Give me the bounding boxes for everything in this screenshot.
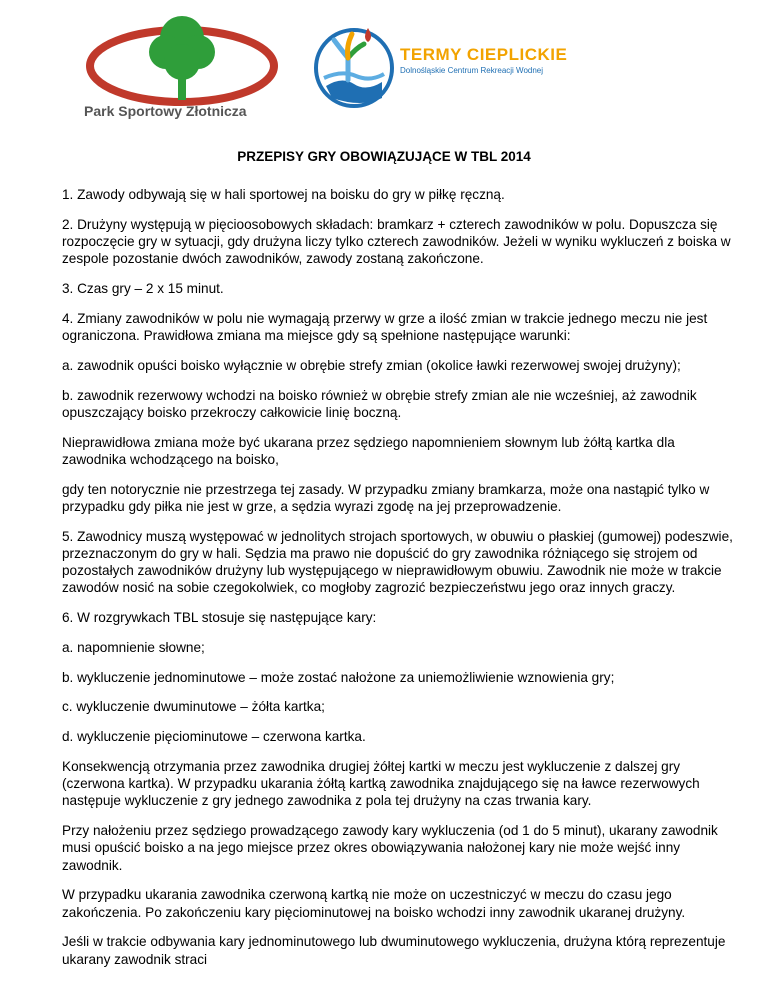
termy-logo-subtitle: Dolnośląskie Centrum Rekreacji Wodnej bbox=[400, 66, 544, 75]
paragraph: a. napomnienie słowne; bbox=[62, 639, 205, 655]
paragraph: c. wykluczenie dwuminutowe – żółta kartka; bbox=[62, 699, 325, 715]
paragraph: Nieprawidłowa zmiana może być ukarana przez sędziego napomnieniem słownym lub żółtą kartka dla zawodnika wchodzącego na boisko, bbox=[62, 434, 675, 467]
paragraph: a. zawodnik opuści boisko wyłącznie w obrębie strefy zmian (okolice ławki rezerwowej swojej drużyny); bbox=[62, 357, 681, 373]
paragraph: 3. Czas gry – 2 x 15 minut. bbox=[62, 281, 224, 296]
paragraph: 5. Zawodnicy muszą występować w jednolitych strojach sportowych, w obuwiu o płaskiej (gumowej) podeszwie, przeznaczonym do gry w hali. Sędzia ma prawo nie dopuścić do gry zawodnika różniącego się strojem od pozostałych zawodników drużyny lub występującego w nieprawidłowym obuwiu. Zawodnik nie może w trakcie zawodów nosić na sobie czegokolwiek, co mogłoby zagrozić bezpieczeństwu jego oraz innych graczy. bbox=[62, 528, 733, 596]
park-logo-caption: Park Sportowy Złotnicza bbox=[84, 103, 247, 119]
paragraph: W przypadku ukarania zawodnika czerwoną kartką nie może on uczestniczyć w meczu do czasu jego zakończenia. Po zakończeniu kary pięciominutowej na boisko wchodzi inny zawodnik ukaranej drużyny. bbox=[62, 887, 686, 920]
paragraph: Przy nałożeniu przez sędziego prowadzącego zawody kary wykluczenia (od 1 do 5 minut), ukarany zawodnik musi opuścić boisko a na jego miejsce przez okres obowiązywania nałożonej kary nie może wejść inny zawodnik. bbox=[62, 823, 718, 873]
document-title: PRZEPISY GRY OBOWIĄZUJĄCE W TBL 2014 bbox=[237, 149, 531, 164]
paragraph: 2. Drużyny występują w pięcioosobowych składach: bramkarz + czterech zawodników w polu. Dopuszcza się rozpoczęcie gry w sytuacji, gdy drużyna liczy tylko czterech zawodników. Jeżeli w wyniku wykluczeń z boiska w zespole pozostanie dwóch zawodników, zawody zostaną zakończone. bbox=[62, 216, 731, 267]
paragraph: Jeśli w trakcie odbywania kary jednominutowego lub dwuminutowego wykluczenia, drużyna którą reprezentuje ukarany zawodnik straci bbox=[62, 934, 726, 967]
paragraph: gdy ten notorycznie nie przestrzega tej zasady. W przypadku zmiany bramkarza, może ona nastąpić tylko w przypadku gdy piłka nie jest w grze, a sędzia wyrazi zgodę na jej przeprowadzenie. bbox=[62, 481, 710, 514]
paragraph: Konsekwencją otrzymania przez zawodnika drugiej żółtej kartki w meczu jest wykluczenie z dalszej gry (czerwona kartka). W przypadku ukarania żółtą kartką zawodnika znajdującego się na ławce rezerwowych następuje wykluczenie z gry jednego zawodnika z pola tej drużyny na czas trwania kary. bbox=[62, 758, 700, 809]
paragraph: 4. Zmiany zawodników w polu nie wymagają przerwy w grze a ilość zmian w trakcie jednego meczu nie jest ograniczona. Prawidłowa zmiana ma miejsce gdy są spełnione następujące warunki: bbox=[62, 310, 708, 343]
paragraph: 6. W rozgrywkach TBL stosuje się następujące kary: bbox=[62, 610, 377, 625]
paragraph: b. zawodnik rezerwowy wchodzi na boisko również w obrębie strefy zmian ale nie wcześniej, aż zawodnik opuszczający boisko przekroczy całkowicie linię boczną. bbox=[62, 387, 697, 420]
paragraph: d. wykluczenie pięciominutowe – czerwona kartka. bbox=[62, 729, 366, 745]
paragraph: b. wykluczenie jednominutowe – może zostać nałożone za uniemożliwienie wznowienia gry; bbox=[62, 669, 615, 685]
termy-logo-title: TERMY CIEPLICKIE bbox=[400, 45, 568, 64]
header-logos bbox=[0, 0, 768, 130]
paragraph: 1. Zawody odbywają się w hali sportowej na boisku do gry w piłkę ręczną. bbox=[62, 187, 505, 202]
document-body bbox=[62, 186, 734, 980]
